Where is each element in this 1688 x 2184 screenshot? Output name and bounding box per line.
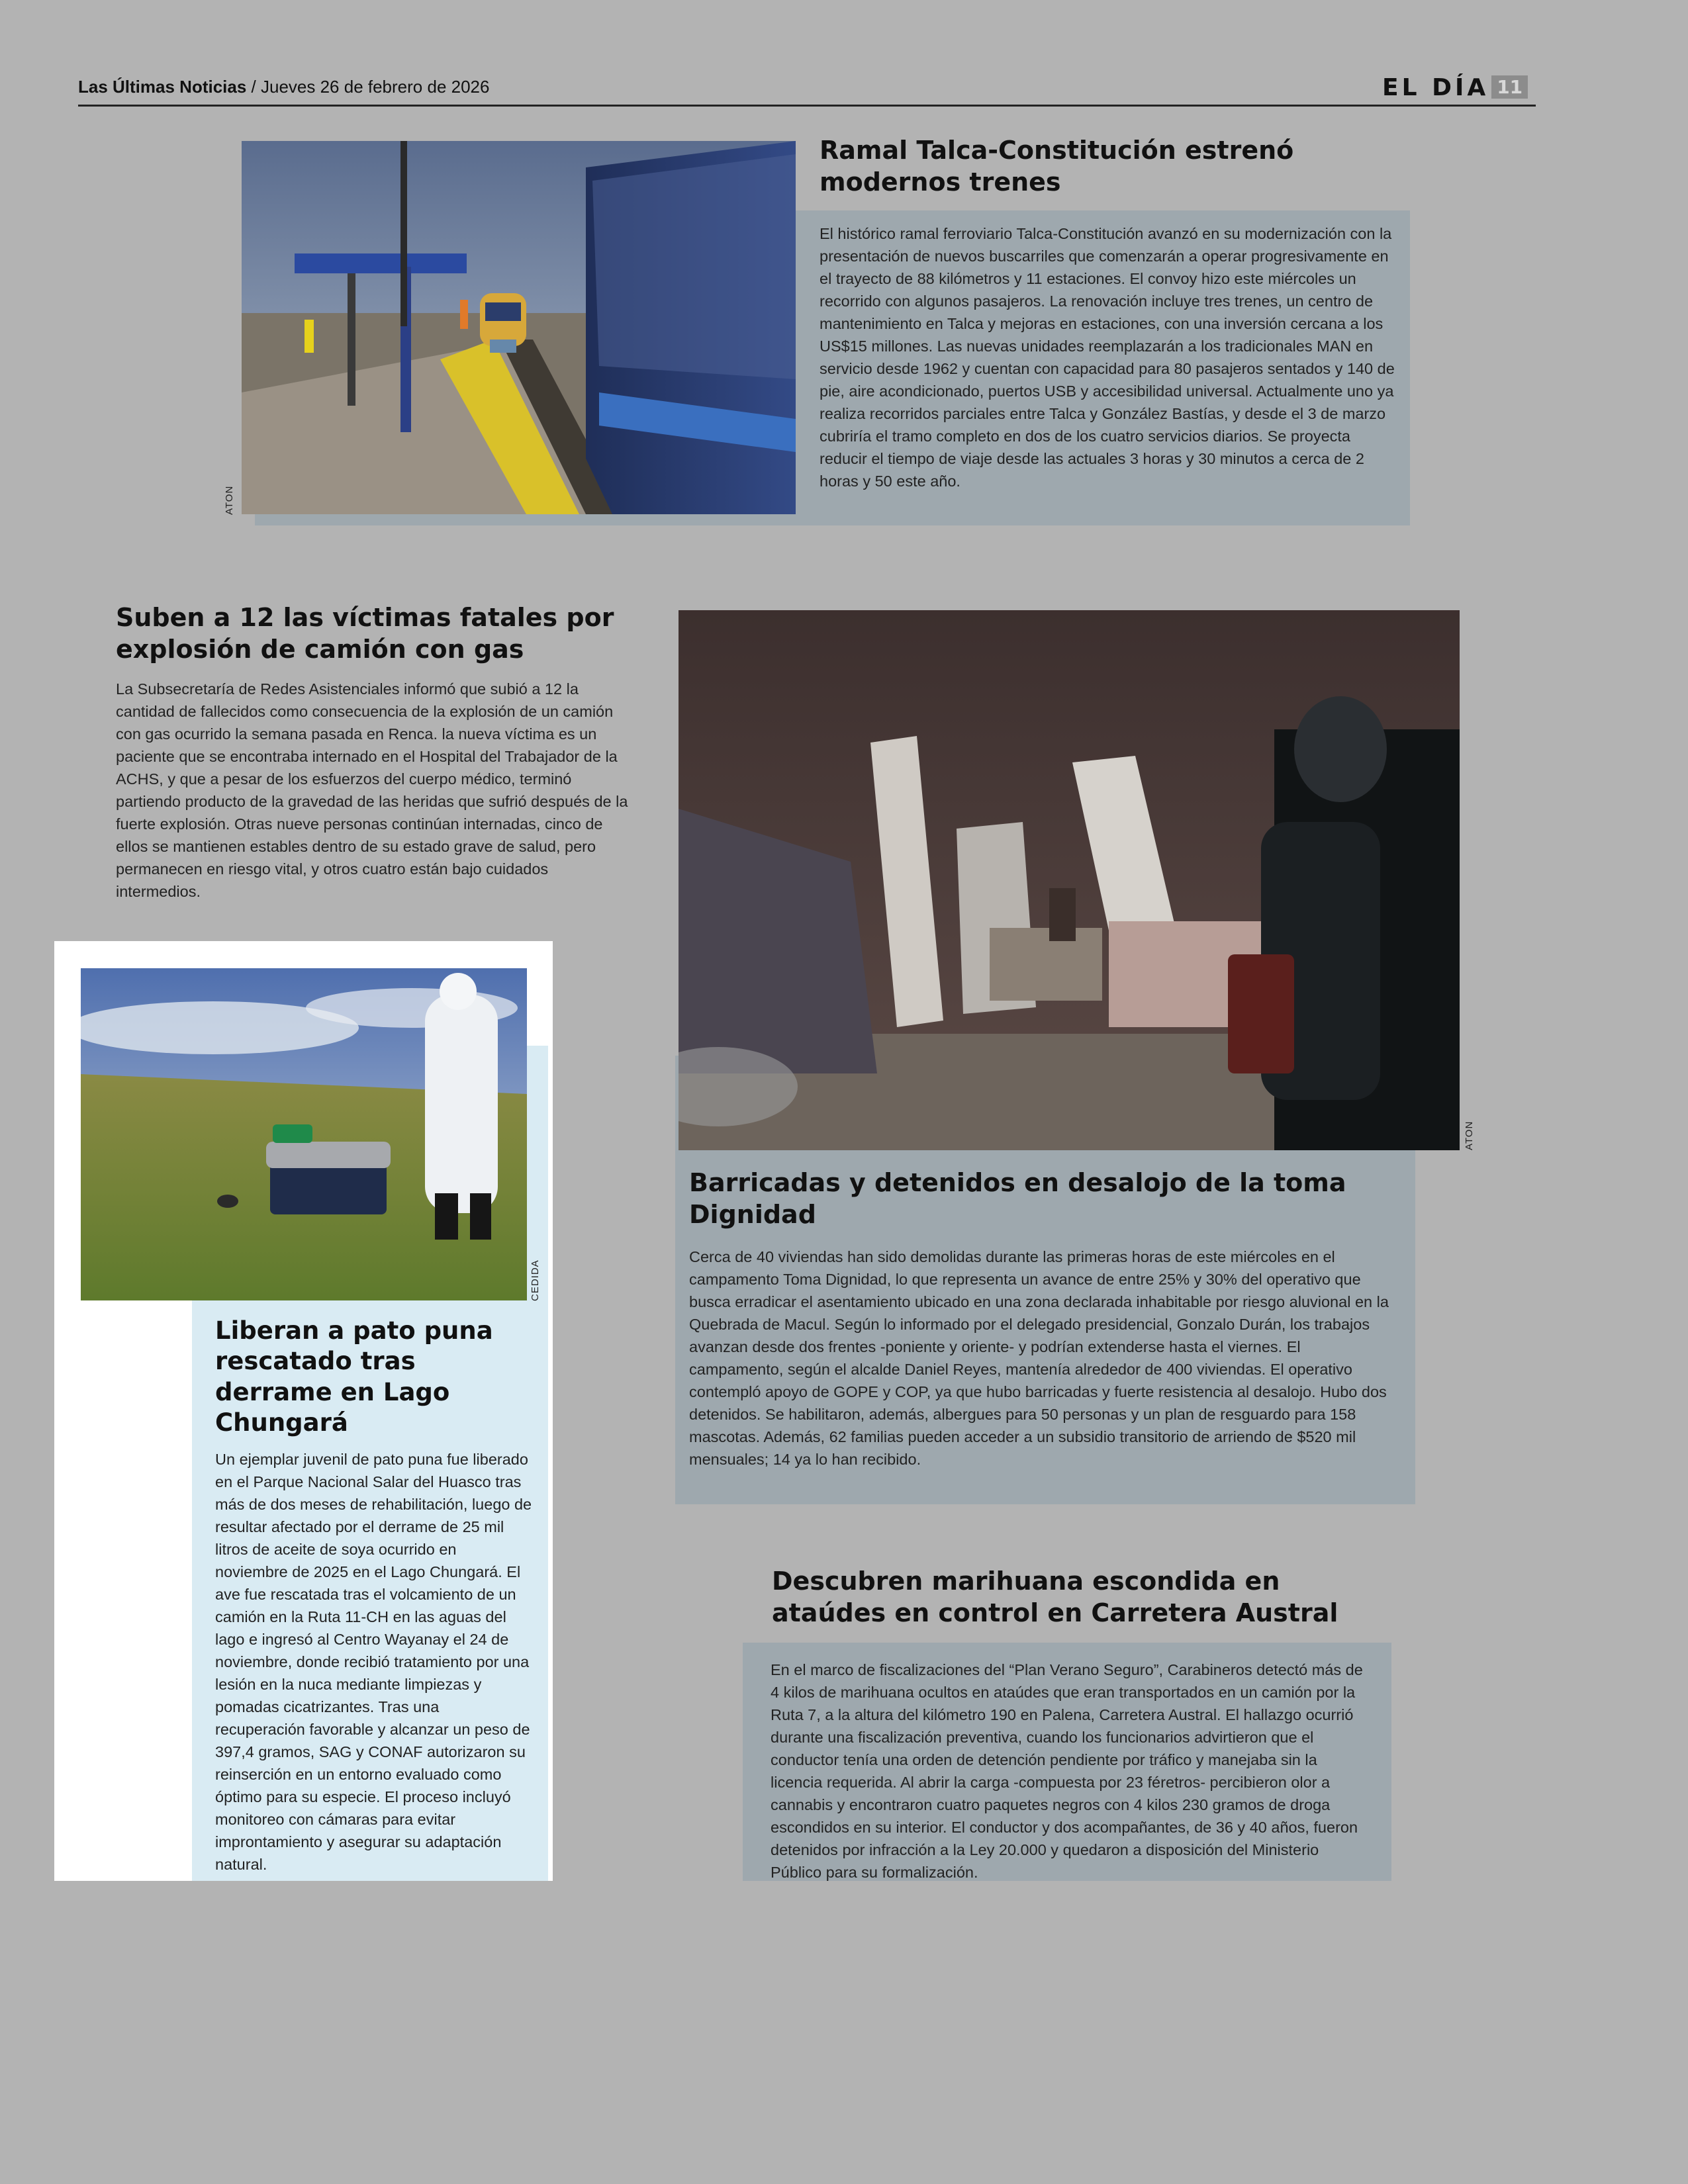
trenes-headline: Ramal Talca-Constitución estrenó modernos trenes <box>820 136 1294 197</box>
trenes-photo <box>242 141 796 514</box>
header-rule <box>78 105 1536 107</box>
section-label <box>1382 74 1528 101</box>
marihuana-body: En el marco de fiscalizaciones del “Plan Verano Seguro”, Carabineros detectó más de 4 kilos de marihuana ocultos en ataúdes que eran transportados en un camión por la Ruta 7, a la altura del kilómetro 190 en Palena, Carretera Austral. El hallazgo ocurrió durante una fiscalización preventiva, cuando los funcionarios advirtieron que el conductor tenía una orden de detención pendiente por tráfico y manejaba sin la licencia requerida. Al abrir la carga -compuesta por 23 féretros- percibieron olor a cannabis y encontraron cuatro paquetes negros con 4 kilos 230 gramos de droga escondidos en su interior. El conductor y dos acompañantes, de 36 y 40 años, fueron detenidos por infracción a la Ley 20.000 y quedaron a disposición del Ministerio Público para su formalización. <box>771 1661 1363 1881</box>
explosion-body: La Subsecretaría de Redes Asistenciales informó que subió a 12 la cantidad de fallecidos como consecuencia de la explosión de un camión con gas ocurrido la semana pasada en Renca. la nueva víctima es un paciente que se encontraba internado en el Hospital del Trabajador de la ACHS, y que a pesar de los esfuerzos del cuerpo médico, terminó partiendo producto de la gravedad de las heridas que sufrió después de la fuerte explosión. Otras nueve personas continúan internadas, cinco de ellos se mantienen estables dentro de su estado grave de salud, pero permanecen en riesgo vital, y otros cuatro están bajo cuidados intermedios. <box>116 680 628 900</box>
masthead-left <box>78 77 489 97</box>
trenes-photo-credit: ATON <box>224 485 235 515</box>
issue-date: Jueves 26 de febrero de 2026 <box>260 77 490 97</box>
pato-headline: Liberan a pato puna rescatado tras derrame en Lago Chungará <box>215 1316 493 1437</box>
pato-photo <box>81 968 527 1300</box>
pato-photo-credit: CEDIDA <box>530 1259 541 1301</box>
publication-name: Las Últimas Noticias <box>78 77 247 97</box>
marihuana-headline: Descubren marihuana escondida en ataúdes en control en Carretera Austral <box>772 1567 1338 1627</box>
section-name: EL DÍA <box>1382 74 1489 101</box>
explosion-headline: Suben a 12 las víctimas fatales por explosión de camión con gas <box>116 603 614 664</box>
header-separator: / <box>246 77 261 97</box>
page-number: 11 <box>1491 75 1528 99</box>
barricadas-headline: Barricadas y detenidos en desalojo de la toma Dignidad <box>689 1168 1346 1229</box>
train-station-image <box>242 141 796 514</box>
barricadas-body: Cerca de 40 viviendas han sido demolidas durante las primeras horas de este miércoles en el campamento Toma Dignidad, lo que representa un avance de entre 25% y 30% del operativo que busca erradicar el asentamiento ubicado en una zona declarada inhabitable por riesgo aluvional en la Quebrada de Macul. Según lo informado por el delegado presidencial, Gonzalo Durán, los trabajos avanzan desde dos frentes -poniente y oriente- y podrían extenderse hasta el viernes. El campamento, según el alcalde Daniel Reyes, mantenía alrededor de 400 viviendas. El operativo contempló apoyo de GOPE y COP, ya que hubo barricadas y fuerte resistencia al desalojo. Hubo dos detenidos. Se habilitaron, además, albergues para 50 personas y un plan de resguardo para 158 mascotas. Además, 62 familias pueden acceder a un subsidio transitorio de arriendo de $520 mil mensuales; 14 ya lo han recibido. <box>689 1248 1389 1468</box>
pato-body: Un ejemplar juvenil de pato puna fue liberado en el Parque Nacional Salar del Huasco tras más de dos meses de rehabilitación, luego de resultar afectado por el derrame de 25 mil litros de aceite de soya ocurrido en noviembre de 2025 en el Lago Chungará. El ave fue rescatada tras el volcamiento de un camión en la Ruta 11-CH en las aguas del lago e ingresó al Centro Wayanay el 24 de noviembre, donde recibió tratamiento por una lesión en la nuca mediante limpiezas y pomadas cicatrizantes. Tras una recuperación favorable y alcanzar un peso de 397,4 gramos, SAG y CONAF autorizaron su reinserción en un entorno evaluado como óptimo para su especie. El proceso incluyó monitoreo con cámaras para evitar improntamiento y asegurar su adaptación natural. <box>215 1451 532 1873</box>
duck-release-image <box>81 968 527 1300</box>
trenes-body: El histórico ramal ferroviario Talca-Constitución avanzó en su modernización con la presentación de nuevos buscarriles que comenzarán a operar progresivamente en el trayecto de 88 kilómetros y 11 estaciones. El convoy hizo este miércoles un recorrido con algunos pasajeros. La renovación incluye tres trenes, un centro de mantenimiento en Talca y mejoras en estaciones, con una inversión cercana a los US$15 millones. Las nuevas unidades reemplazarán a los tradicionales MAN en servicio desde 1962 y cuentan con capacidad para 80 pasajeros sentados y 140 de pie, aire acondicionado, puertos USB y accesibilidad universal. Actualmente uno ya realiza recorridos parciales entre Talca y González Bastías, y desde el 3 de marzo cubriría el tramo completo en dos de los cuatro servicios diarios. Se proyecta reducir el tiempo de viaje desde las actuales 3 horas y 30 minutos a cerca de 2 horas y 50 este año. <box>820 225 1395 490</box>
barricadas-photo-credit: ATON <box>1464 1120 1475 1150</box>
barricadas-photo <box>679 610 1460 1150</box>
eviction-scene-image <box>679 610 1460 1150</box>
